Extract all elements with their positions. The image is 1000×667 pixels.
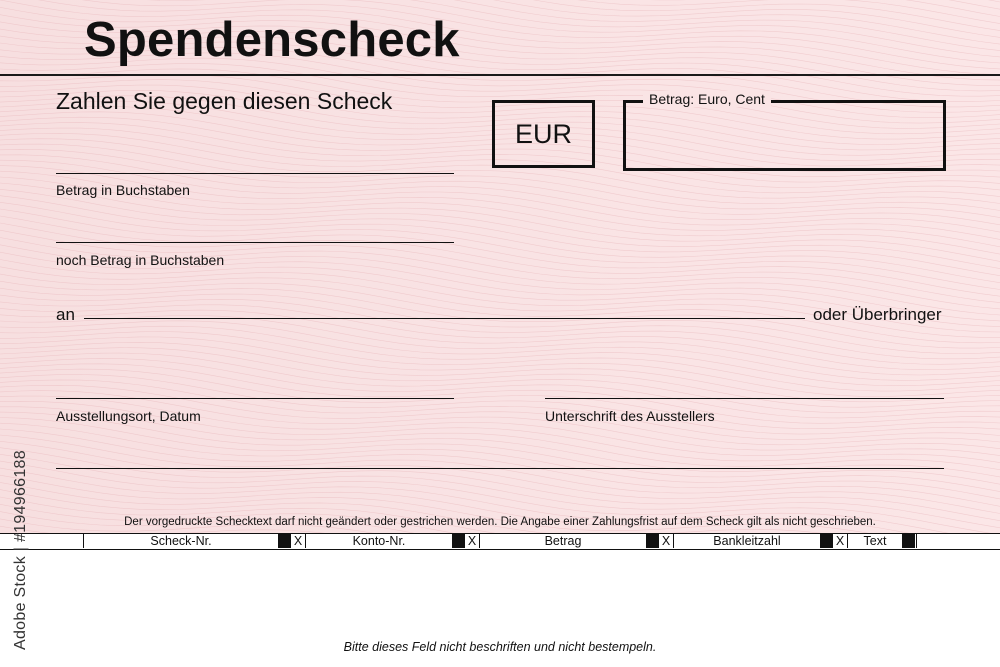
cheque-title: Spendenscheck bbox=[84, 13, 460, 67]
codeline-separator: X bbox=[661, 534, 671, 548]
codeline-field-bank-code: Bankleitzahl bbox=[713, 534, 781, 548]
guilloche-line bbox=[0, 332, 1000, 392]
amount-words-cont-line[interactable] bbox=[56, 242, 454, 243]
codeline-marker bbox=[902, 534, 915, 548]
guilloche-line bbox=[0, 429, 1000, 499]
codeline-field-account-no: Konto-Nr. bbox=[352, 534, 406, 548]
place-date-line[interactable] bbox=[56, 398, 454, 399]
codeline-field-amount: Betrag bbox=[544, 534, 582, 548]
guilloche-line bbox=[0, 189, 1000, 261]
pay-instruction: Zahlen Sie gegen diesen Scheck bbox=[56, 88, 393, 114]
guilloche-line bbox=[0, 441, 1000, 513]
amount-words-cont-label: noch Betrag in Buchstaben bbox=[56, 252, 225, 268]
codeline-marker bbox=[646, 534, 659, 548]
signature-line[interactable] bbox=[545, 398, 944, 399]
stock-credit-text: Adobe Stock | #194966188 bbox=[12, 450, 29, 650]
currency-label: EUR bbox=[514, 118, 572, 149]
codeline-marker bbox=[452, 534, 465, 548]
codeline-strip bbox=[0, 533, 1000, 550]
amount-field[interactable] bbox=[623, 100, 946, 171]
guilloche-line bbox=[0, 353, 1000, 413]
codeline-separator: X bbox=[467, 534, 477, 548]
guilloche-line bbox=[0, 375, 1000, 435]
codeline-marker bbox=[278, 534, 291, 548]
amount-field-label: Betrag: Euro, Cent bbox=[643, 91, 771, 107]
amount-words-label: Betrag in Buchstaben bbox=[56, 182, 190, 198]
guilloche-line bbox=[0, 342, 1000, 402]
extra-line bbox=[56, 468, 944, 469]
amount-words-line[interactable] bbox=[56, 173, 454, 174]
payee-suffix: oder Überbringer bbox=[813, 305, 942, 324]
codeline-divider bbox=[916, 534, 917, 548]
codeline-field-cheque-no: Scheck-Nr. bbox=[150, 534, 212, 548]
codeline-separator: X bbox=[293, 534, 303, 548]
title-band bbox=[0, 0, 1000, 76]
stock-credit bbox=[12, 430, 32, 650]
guilloche-line bbox=[0, 238, 1000, 309]
codeline-field-text: Text bbox=[863, 534, 887, 548]
signature-label: Unterschrift des Ausstellers bbox=[545, 408, 715, 424]
codeline-marker bbox=[820, 534, 833, 548]
footer-note: Bitte dieses Feld nicht beschriften und nicht bestempeln. bbox=[343, 640, 657, 654]
codeline-separator: X bbox=[835, 534, 845, 548]
disclaimer-text: Der vorgedruckte Schecktext darf nicht geändert oder gestrichen werden. Die Angabe einer Zahlungsfrist auf dem Scheck gilt als nicht geschrieben. bbox=[124, 516, 876, 528]
currency-box bbox=[492, 100, 595, 168]
payee-prefix: an bbox=[56, 305, 75, 324]
payee-line[interactable] bbox=[84, 318, 805, 319]
place-date-label: Ausstellungsort, Datum bbox=[56, 408, 201, 424]
